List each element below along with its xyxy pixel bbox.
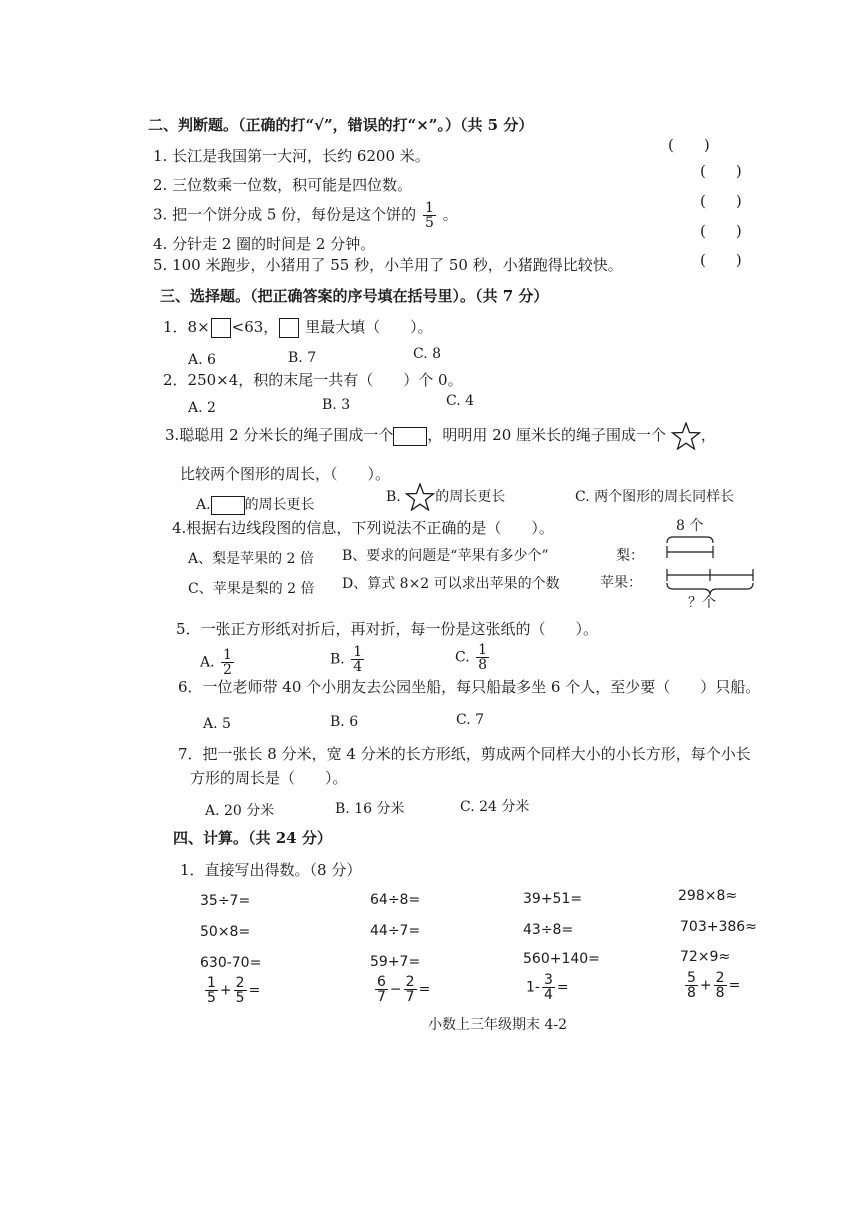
calc-item: 703+386≈: [680, 919, 757, 935]
calc-fraction-item: $\frac{5}{8}$ + $\frac{2}{8}$ =: [687, 970, 741, 1001]
answer-paren[interactable]: ( ): [700, 251, 742, 269]
answer-paren[interactable]: ( ): [668, 136, 710, 154]
calc-item: 630-70=: [200, 955, 262, 971]
q6-option-b[interactable]: B. 6: [330, 714, 359, 730]
q4-option-d[interactable]: D、算式 8×2 可以求出苹果的个数: [342, 576, 560, 592]
q7-option-a[interactable]: A. 20 分米: [205, 803, 275, 819]
judge-item-5: 5. 100 米跑步，小猪用了 55 秒，小羊用了 50 秒，小猪跑得比较快。: [153, 256, 623, 274]
q1-option-c[interactable]: C. 8: [413, 346, 442, 362]
judge-item-3: 3. 把一个饼分成 5 份，每份是这个饼的 $\frac{1}{5}$ 。: [153, 200, 458, 231]
star-icon: [405, 483, 435, 511]
q3-option-c[interactable]: C. 两个图形的周长同样长: [575, 489, 735, 505]
calc-item: 43÷8=: [523, 922, 574, 938]
section2-title: 二、判断题。（正确的打“√”，错误的打“×”。）（共 5 分）: [148, 116, 534, 134]
star-icon: [671, 422, 701, 450]
fraction: $\frac{6}{7}$: [377, 974, 386, 1005]
q4-option-b[interactable]: B、要求的问题是“苹果有多少个”: [342, 548, 549, 564]
diagram-bottom-label: ？个: [688, 595, 716, 611]
judge-item-2: 2. 三位数乘一位数，积可能是四位数。: [153, 176, 413, 194]
q2-option-b[interactable]: B. 3: [322, 397, 351, 413]
q6-option-c[interactable]: C. 7: [456, 712, 485, 728]
choice-q4: 4.根据右边线段图的信息，下列说法不正确的是（ ）。: [172, 519, 554, 537]
fraction: $\frac{2}{5}$: [235, 975, 245, 1006]
calc-item: 59+7=: [370, 954, 421, 970]
choice-q1: 1．8× <63， 里最大填（ ）。: [163, 318, 433, 336]
choice-q5: 5．一张正方形纸对折后，再对折，每一份是这张纸的（ ）。: [176, 620, 599, 638]
calc-item: 44÷7=: [370, 923, 421, 939]
rectangle-shape: [393, 427, 427, 446]
blank-box: [279, 318, 299, 338]
q3-option-b[interactable]: B. 的周长更长: [386, 483, 505, 511]
fraction: $\frac{2}{8}$: [715, 970, 725, 1001]
judge-item-3-text: 3. 把一个饼分成 5 份，每份是这个饼的: [153, 205, 417, 224]
fraction: $\frac{5}{8}$: [687, 970, 696, 1001]
fraction: $\frac{1}{4}$: [353, 644, 363, 675]
fraction: $\frac{2}{7}$: [405, 974, 415, 1005]
judge-item-1: 1. 长江是我国第一大河，长约 6200 米。: [153, 147, 430, 165]
calc-item: 560+140=: [523, 951, 600, 967]
calc-item: 64÷8=: [370, 892, 421, 908]
calc-fraction-item: 1- $\frac{3}{4}$ =: [526, 972, 569, 1003]
calc-item: 35÷7=: [200, 893, 251, 909]
q6-option-a[interactable]: A. 5: [203, 716, 231, 732]
calc-item: 72×9≈: [680, 949, 731, 965]
choice-q3: 3.聪聪用 2 分米长的绳子围成一个 ，明明用 20 厘米长的绳子围成一个 ，: [165, 422, 716, 450]
answer-paren[interactable]: ( ): [700, 192, 742, 210]
calc-fraction-item: $\frac{1}{5}$ + $\frac{2}{5}$ =: [207, 975, 261, 1006]
answer-paren[interactable]: ( ): [700, 222, 742, 240]
fraction: $\frac{3}{4}$: [543, 972, 553, 1003]
diagram-pear-label: 梨：: [616, 548, 644, 564]
segment-diagram: [655, 533, 765, 603]
section4-sub1: 1．直接写出得数。（8 分）: [180, 861, 362, 879]
q3-option-a[interactable]: A. 的周长更长: [196, 497, 315, 513]
answer-paren[interactable]: ( ): [700, 162, 742, 180]
fraction: $\frac{1}{5}$: [207, 975, 216, 1006]
calc-item: 39+51=: [523, 891, 583, 907]
q5-option-c[interactable]: C. $\frac{1}{8}$: [455, 642, 488, 673]
section4-title: 四、计算。（共 24 分）: [173, 829, 332, 847]
q7-option-c[interactable]: C. 24 分米: [460, 799, 530, 815]
calc-item: 298×8≈: [678, 888, 738, 904]
q4-option-c[interactable]: C、苹果是梨的 2 倍: [188, 581, 315, 597]
q4-option-a[interactable]: A、梨是苹果的 2 倍: [188, 551, 314, 567]
q2-option-a[interactable]: A. 2: [188, 400, 216, 416]
section3-title: 三、选择题。（把正确答案的序号填在括号里）。（共 7 分）: [160, 287, 549, 305]
rectangle-shape: [211, 496, 245, 515]
fraction: $\frac{1}{5}$: [424, 200, 434, 231]
choice-q6: 6．一位老师带 40 个小朋友去公园坐船，每只船最多坐 6 个人，至少要（ ）只船。: [178, 678, 761, 696]
q1-option-b[interactable]: B. 7: [288, 350, 317, 366]
calc-item: 50×8=: [200, 924, 251, 940]
page-footer: 小数上三年级期末 4-2: [428, 1017, 567, 1033]
q7-option-b[interactable]: B. 16 分米: [335, 801, 405, 817]
diagram-apple-label: 苹果：: [600, 575, 642, 591]
choice-q2: 2．250×4，积的末尾一共有（ ）个 0。: [163, 371, 463, 389]
q1-option-a[interactable]: A. 6: [188, 352, 216, 368]
diagram-top-label: 8 个: [676, 518, 704, 534]
judge-item-4: 4. 分针走 2 圈的时间是 2 分钟。: [153, 235, 376, 253]
q2-option-c[interactable]: C. 4: [446, 393, 475, 409]
fraction: $\frac{1}{8}$: [478, 642, 488, 673]
q5-option-b[interactable]: B. $\frac{1}{4}$: [330, 644, 363, 675]
choice-q7-line2: 方形的周长是（ ）。: [190, 769, 348, 787]
choice-q3-line2: 比较两个图形的周长，（ ）。: [180, 465, 391, 483]
calc-fraction-item: $\frac{6}{7}$ − $\frac{2}{7}$ =: [377, 974, 431, 1005]
blank-box: [211, 318, 231, 338]
q5-option-a[interactable]: A. $\frac{1}{2}$: [200, 647, 232, 678]
fraction: $\frac{1}{2}$: [223, 647, 232, 678]
choice-q7-line1: 7．把一张长 8 分米，宽 4 分米的长方形纸，剪成两个同样大小的小长方形，每个小长: [178, 745, 751, 763]
